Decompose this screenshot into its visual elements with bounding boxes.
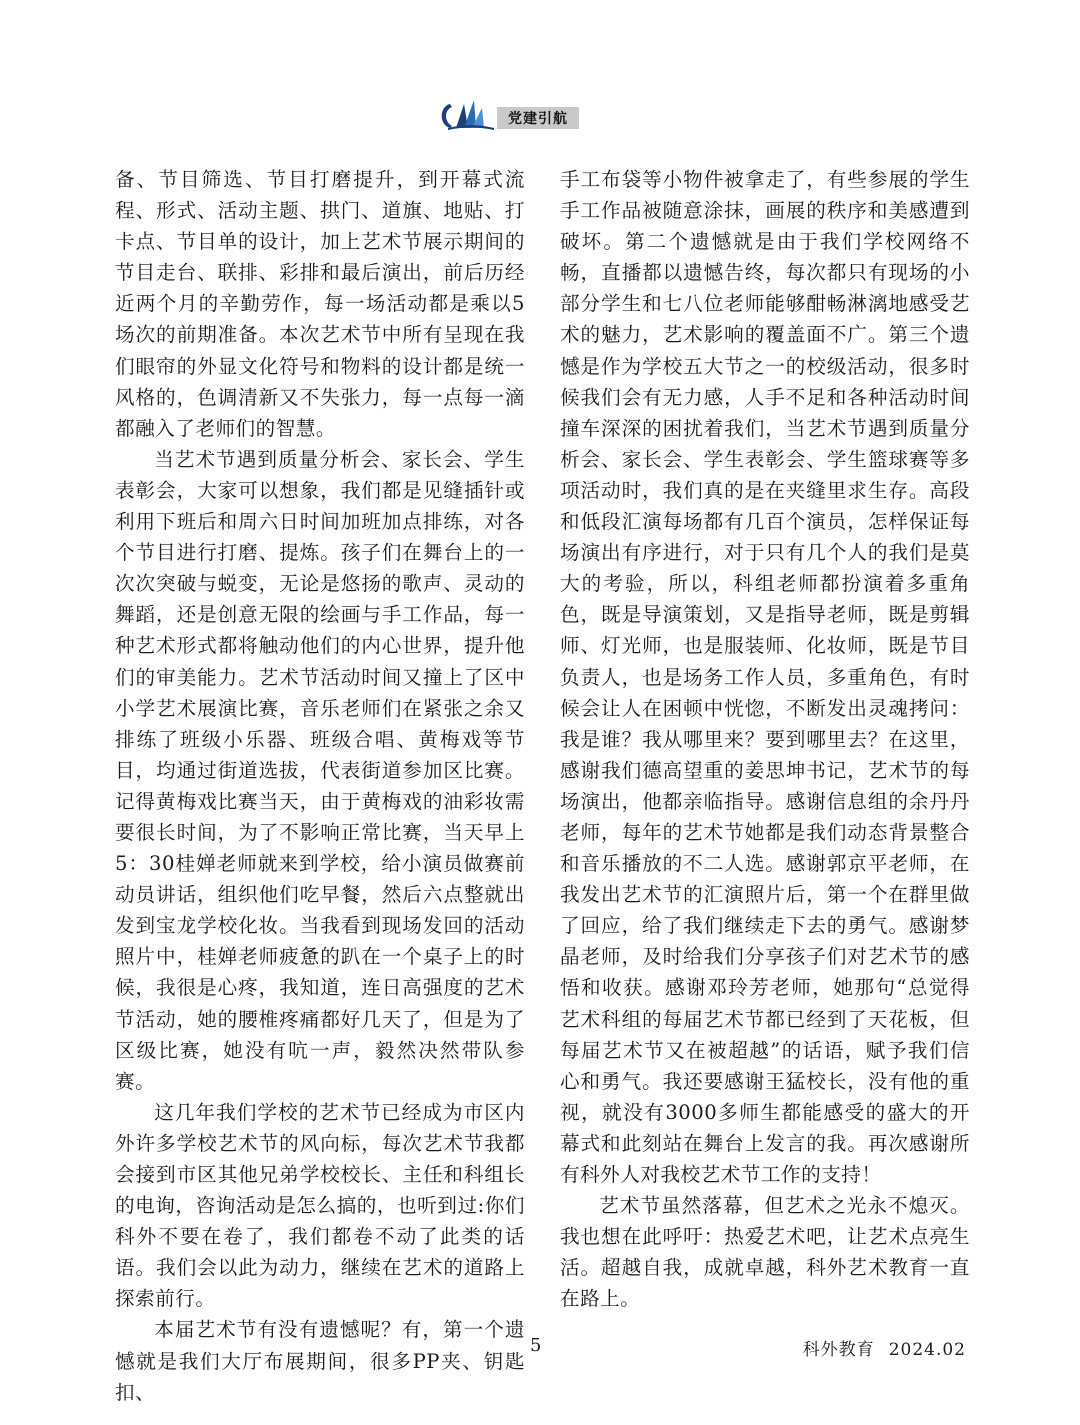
right-column: [560, 164, 970, 1314]
page-number: 5: [530, 1335, 542, 1356]
paragraph: 手工布袋等小物件被拿走了，有些参展的学生手工作品被随意涂抹，画展的秩序和美感遭到破坏。第二个遗憾就是由于我们学校网络不畅，直播都以遗憾告终，每次都只有现场的小部分学生和七八位老师能够酣畅淋漓地感受艺术的魅力，艺术影响的覆盖面不广。第三个遗憾是作为学校五大节之一的校级活动，很多时候我们会有无力感，人手不足和各种活动时间撞车深深的困扰着我们，当艺术节遇到质量分析会、家长会、学生表彰会、学生篮球赛等多项活动时，我们真的是在夹缝里求生存。高段和低段汇演每场都有几百个演员，怎样保证每场演出有序进行，对于只有几个人的我们是莫大的考验，所以，科组老师都扮演着多重角色，既是导演策划，又是指导老师，既是剪辑师、灯光师，也是服装师、化妆师，既是节目负责人，也是场务工作人员，多重角色，有时候会让人在困顿中恍惚，不断发出灵魂拷问：我是谁？我从哪里来？要到哪里去？在这里，感谢我们德高望重的姜思坤书记，艺术节的每场演出，他都亲临指导。感谢信息组的余丹丹老师，每年的艺术节她都是我们动态背景整合和音乐播放的不二人选。感谢郭京平老师，在我发出艺术节的汇演照片后，第一个在群里做了回应，给了我们继续走下去的勇气。感谢梦晶老师，及时给我们分享孩子们对艺术节的感悟和收获。感谢邓玲芳老师，她那句“总觉得艺术科组的每届艺术节都已经到了天花板，但每届艺术节又在被超越”的话语，赋予我们信心和勇气。我还要感谢王猛校长，没有他的重视，就没有3000多师生都能感受的盛大的开幕式和此刻站在舞台上发言的我。再次感谢所有科外人对我校艺术节工作的支持！: [560, 168, 970, 1186]
book-logo-icon: [436, 98, 498, 132]
journal-issue: 2024.02: [888, 1340, 966, 1360]
paragraph: 艺术节虽然落幕，但艺术之光永不熄灭。我也想在此呼吁：热爱艺术吧，让艺术点亮生活。超越自我，成就卓越，科外艺术教育一直在路上。: [560, 1194, 970, 1311]
journal-name: 科外教育: [802, 1340, 875, 1360]
paragraph: 本届艺术节有没有遗憾呢？有，第一个遗憾就是我们大厅布展期间，很多PP夹、钥匙扣、: [115, 1318, 525, 1404]
paragraph: 当艺术节遇到质量分析会、家长会、学生表彰会，大家可以想象，我们都是见缝插针或利用下班后和周六日时间加班加点排练，对各个节目进行打磨、提炼。孩子们在舞台上的一次次突破与蜕变，无论是悠扬的歌声、灵动的舞蹈，还是创意无限的绘画与手工作品，每一种艺术形式都将触动他们的内心世界，提升他们的审美能力。艺术节活动时间又撞上了区中小学艺术展演比赛，音乐老师们在紧张之余又排练了班级小乐器、班级合唱、黄梅戏等节目，均通过街道选拔，代表街道参加区比赛。记得黄梅戏比赛当天，由于黄梅戏的油彩妆需要很长时间，为了不影响正常比赛，当天早上5：30桂婵老师就来到学校，给小演员做赛前动员讲话，组织他们吃早餐，然后六点整就出发到宝龙学校化妆。当我看到现场发回的活动照片中，桂婵老师疲惫的趴在一个桌子上的时候，我很是心疼，我知道，连日高强度的艺术节活动，她的腰椎疼痛都好几天了，但是为了区级比赛，她没有吭一声，毅然决然带队参赛。: [115, 447, 525, 1093]
section-tag: 党建引航: [497, 107, 579, 129]
paragraph: 这几年我们学校的艺术节已经成为市区内外许多学校艺术节的风向标，每次艺术节我都会接到市区其他兄弟学校校长、主任和科组长的电询，咨询活动是怎么搞的，也听到过:你们科外不要在卷了，我们都卷不动了此类的话语。我们会以此为动力，继续在艺术的道路上探索前行。: [115, 1100, 525, 1311]
journal-footer: [789, 1335, 966, 1360]
left-column: [115, 164, 525, 1408]
paragraph: 备、节目筛选、节目打磨提升，到开幕式流程、形式、活动主题、拱门、道旗、地贴、打卡点、节目单的设计，加上艺术节展示期间的节目走台、联排、彩排和最后演出，前后历经近两个月的辛勤劳作，每一场活动都是乘以5场次的前期准备。本次艺术节中所有呈现在我们眼帘的外显文化符号和物料的设计都是统一风格的，色调清新又不失张力，每一点每一滴都融入了老师们的智慧。: [115, 168, 525, 440]
